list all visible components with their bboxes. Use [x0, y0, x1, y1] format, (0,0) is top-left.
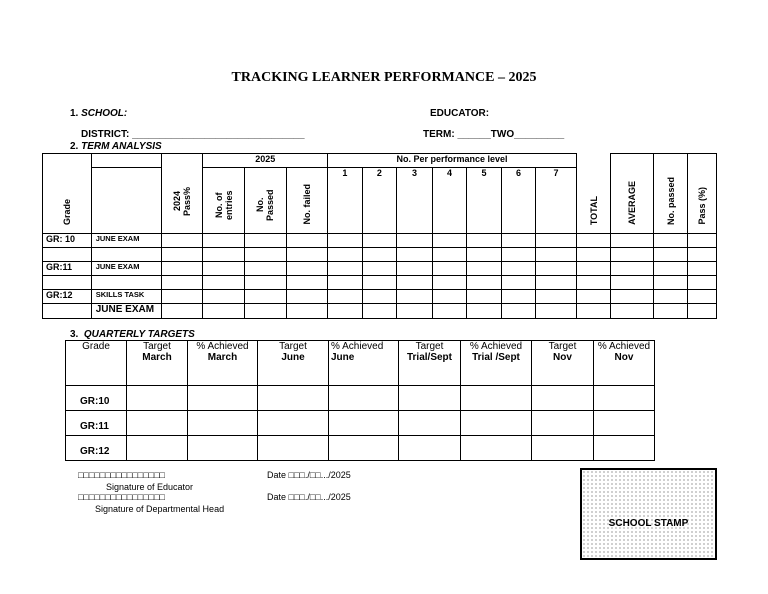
- level-4: 4: [432, 168, 467, 234]
- term-label: TERM: ______TWO_________: [423, 129, 565, 140]
- grade-cell: GR:11: [43, 262, 92, 276]
- term-analysis-table: [42, 153, 717, 319]
- term-analysis-heading: [70, 141, 162, 152]
- blank-cell: [91, 168, 161, 234]
- school-stamp-label: SCHOOL STAMP: [608, 518, 689, 529]
- year-2025-header: 2025: [203, 154, 328, 168]
- header-achieved-march: % Achieved March: [188, 341, 258, 386]
- section-title: TERM ANALYSIS: [81, 141, 162, 152]
- exam-cell: JUNE EXAM: [91, 262, 161, 276]
- header-achieved-nov: % Achieved Nov: [594, 341, 655, 386]
- quarterly-heading: [70, 329, 195, 340]
- header-achieved-trial: % Achieved Trial /Sept: [461, 341, 532, 386]
- level-1: 1: [328, 168, 363, 234]
- level-5: 5: [467, 168, 502, 234]
- level-6: 6: [501, 168, 536, 234]
- educator-label: EDUCATOR:: [430, 108, 490, 119]
- signature-educator-label: Signature of Educator: [106, 482, 194, 492]
- pass-2024-header: 2024 Pass%: [161, 154, 203, 234]
- performance-level-header: No. Per performance level: [328, 154, 577, 168]
- grade-cell: GR:12: [66, 436, 127, 461]
- signature-line-head: □□□□□□□□□□□□□□□□: [78, 492, 165, 502]
- exam-cell: JUNE EXAM: [91, 304, 161, 319]
- section-number: 3.: [70, 329, 79, 340]
- quarterly-targets-table: [65, 340, 655, 461]
- grade-cell: GR:10: [66, 386, 127, 411]
- grade-cell: GR: 10: [43, 234, 92, 248]
- section-title: QUARTERLY TARGETS: [83, 329, 195, 340]
- section-number: 2.: [70, 141, 79, 152]
- header-grade: Grade: [66, 341, 127, 386]
- exam-cell: JUNE EXAM: [91, 234, 161, 248]
- signature-line-educator: □□□□□□□□□□□□□□□□: [78, 470, 165, 480]
- level-3: 3: [397, 168, 433, 234]
- no-passed-header: No. passed: [653, 154, 688, 234]
- header-achieved-june: % Achieved June: [329, 341, 399, 386]
- pass-pct-header: Pass (%): [688, 154, 717, 234]
- page-title: TRACKING LEARNER PERFORMANCE – 2025: [231, 70, 537, 85]
- total-header: TOTAL: [576, 154, 611, 234]
- grade-header: Grade: [43, 154, 92, 234]
- entries-header: No. of entries: [203, 168, 245, 234]
- grade-cell: GR:12: [43, 290, 92, 304]
- date-educator: Date □□□./□□.../2025: [267, 470, 351, 480]
- school-stamp-box: [580, 468, 717, 560]
- school-field-label: SCHOOL:: [81, 108, 128, 119]
- blank-cell: [91, 154, 161, 168]
- grade-cell: GR:11: [66, 411, 127, 436]
- date-head: Date □□□./□□.../2025: [267, 492, 351, 502]
- header-target-june: Target June: [258, 341, 329, 386]
- school-label: [70, 108, 127, 119]
- exam-cell: SKILLS TASK: [91, 290, 161, 304]
- district-label: DISTRICT: _______________________________: [81, 129, 305, 140]
- passed-header: No. Passed: [244, 168, 286, 234]
- header-target-march: Target March: [127, 341, 188, 386]
- signature-head-label: Signature of Departmental Head: [95, 504, 225, 514]
- section-number: 1.: [70, 108, 79, 119]
- header-target-trial: Target Trial/Sept: [399, 341, 461, 386]
- level-7: 7: [536, 168, 577, 234]
- failed-header: No. failed: [286, 168, 328, 234]
- level-2: 2: [362, 168, 397, 234]
- average-header: AVERAGE: [611, 154, 654, 234]
- header-target-nov: Target Nov: [532, 341, 594, 386]
